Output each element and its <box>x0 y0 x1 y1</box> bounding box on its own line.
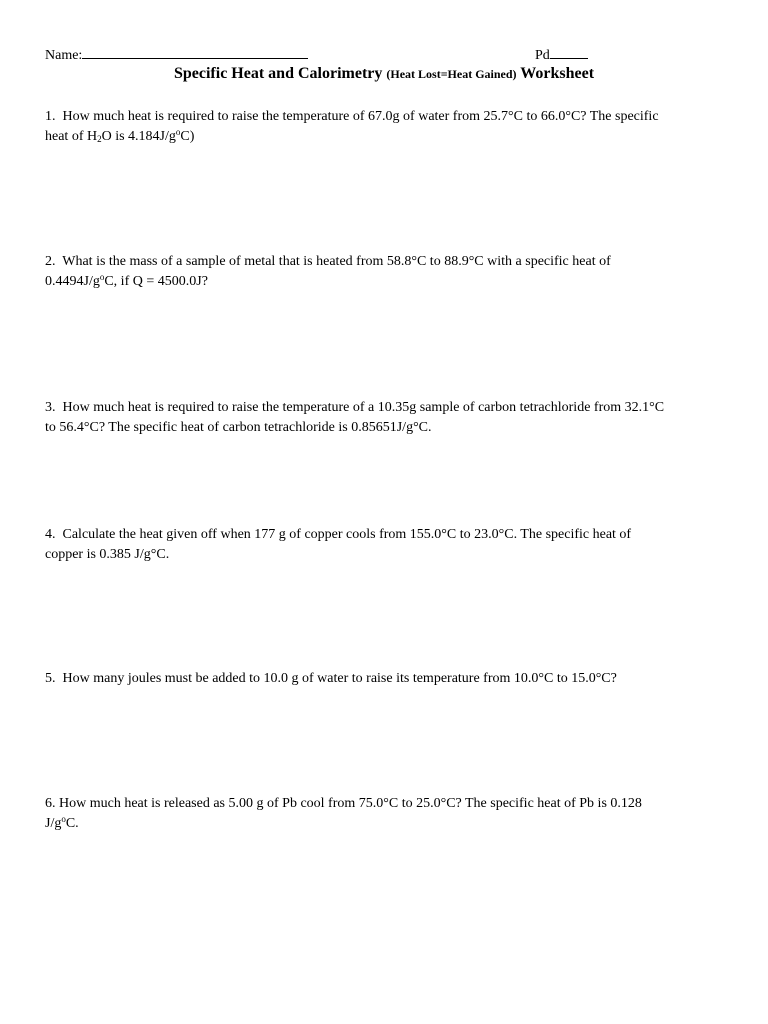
question-6-number: 6. <box>45 796 56 811</box>
question-1-text-end: C) <box>180 129 195 144</box>
period-blank <box>550 46 588 59</box>
question-4 <box>45 525 725 565</box>
name-blank <box>82 46 308 59</box>
question-3-number: 3. <box>45 400 56 415</box>
title-main: Specific Heat and Calorimetry <box>173 65 383 82</box>
period-label: Pd <box>535 48 550 63</box>
question-1 <box>45 107 725 147</box>
superscript: o <box>175 127 181 137</box>
superscript: o <box>61 814 66 824</box>
question-5 <box>45 669 725 689</box>
question-1-text-cont-2: O is 4.184J/g <box>101 129 176 144</box>
question-4-line-1 <box>45 525 725 545</box>
question-2-text-cont: 0.4494J/g <box>45 274 100 289</box>
question-2-text: What is the mass of a sample of metal that is heated from 58.8°C to 88.9°C with a specific heat of <box>62 254 611 269</box>
question-2-line-2 <box>45 272 725 292</box>
subscript: 2 <box>97 134 102 144</box>
question-5-text: How many joules must be added to 10.0 g of water to raise its temperature from 10.0°C to 15.0°C? <box>62 671 617 686</box>
question-3-text: How much heat is required to raise the temperature of a 10.35g sample of carbon tetrachloride from 32.1°C <box>62 400 665 415</box>
question-1-text-cont: heat of H <box>45 129 98 144</box>
question-6-line-1 <box>45 794 725 814</box>
question-1-number: 1. <box>45 109 56 124</box>
superscript: o <box>99 272 105 282</box>
question-2-number: 2. <box>45 254 56 269</box>
question-6 <box>45 794 725 834</box>
period-field <box>535 46 588 64</box>
question-4-number: 4. <box>45 527 56 542</box>
title-suffix: Worksheet <box>520 65 595 82</box>
title-parenthetical: (Heat Lost=Heat Gained) <box>386 67 517 81</box>
question-1-line-1 <box>45 107 725 127</box>
question-6-text-end: C. <box>65 816 79 831</box>
question-4-text: Calculate the heat given off when 177 g of copper cools from 155.0°C to 23.0°C. The specific heat of <box>62 527 632 542</box>
question-2-text-end: C, if Q = 4500.0J? <box>104 274 208 289</box>
page-title <box>0 65 768 83</box>
question-6-text: How much heat is released as 5.00 g of Pb cool from 75.0°C to 25.0°C? The specific heat of Pb is 0.128 <box>59 796 642 811</box>
name-label: Name: <box>45 48 83 63</box>
question-2-line-1 <box>45 252 725 272</box>
question-6-text-cont: J/g <box>45 816 62 831</box>
question-6-line-2 <box>45 814 725 834</box>
question-3-line-2: to 56.4°C? The specific heat of carbon tetrachloride is 0.85651J/g°C. <box>45 420 432 435</box>
question-3 <box>45 398 725 438</box>
name-field <box>45 46 308 64</box>
question-1-line-2 <box>45 127 725 147</box>
question-3-line-1 <box>45 398 725 418</box>
question-4-line-2: copper is 0.385 J/g°C. <box>45 547 170 562</box>
question-5-line-1 <box>45 669 725 689</box>
question-1-text: How much heat is required to raise the temperature of 67.0g of water from 25.7°C to 66.0°C? The specific <box>62 109 659 124</box>
question-2 <box>45 252 725 292</box>
question-5-number: 5. <box>45 671 56 686</box>
